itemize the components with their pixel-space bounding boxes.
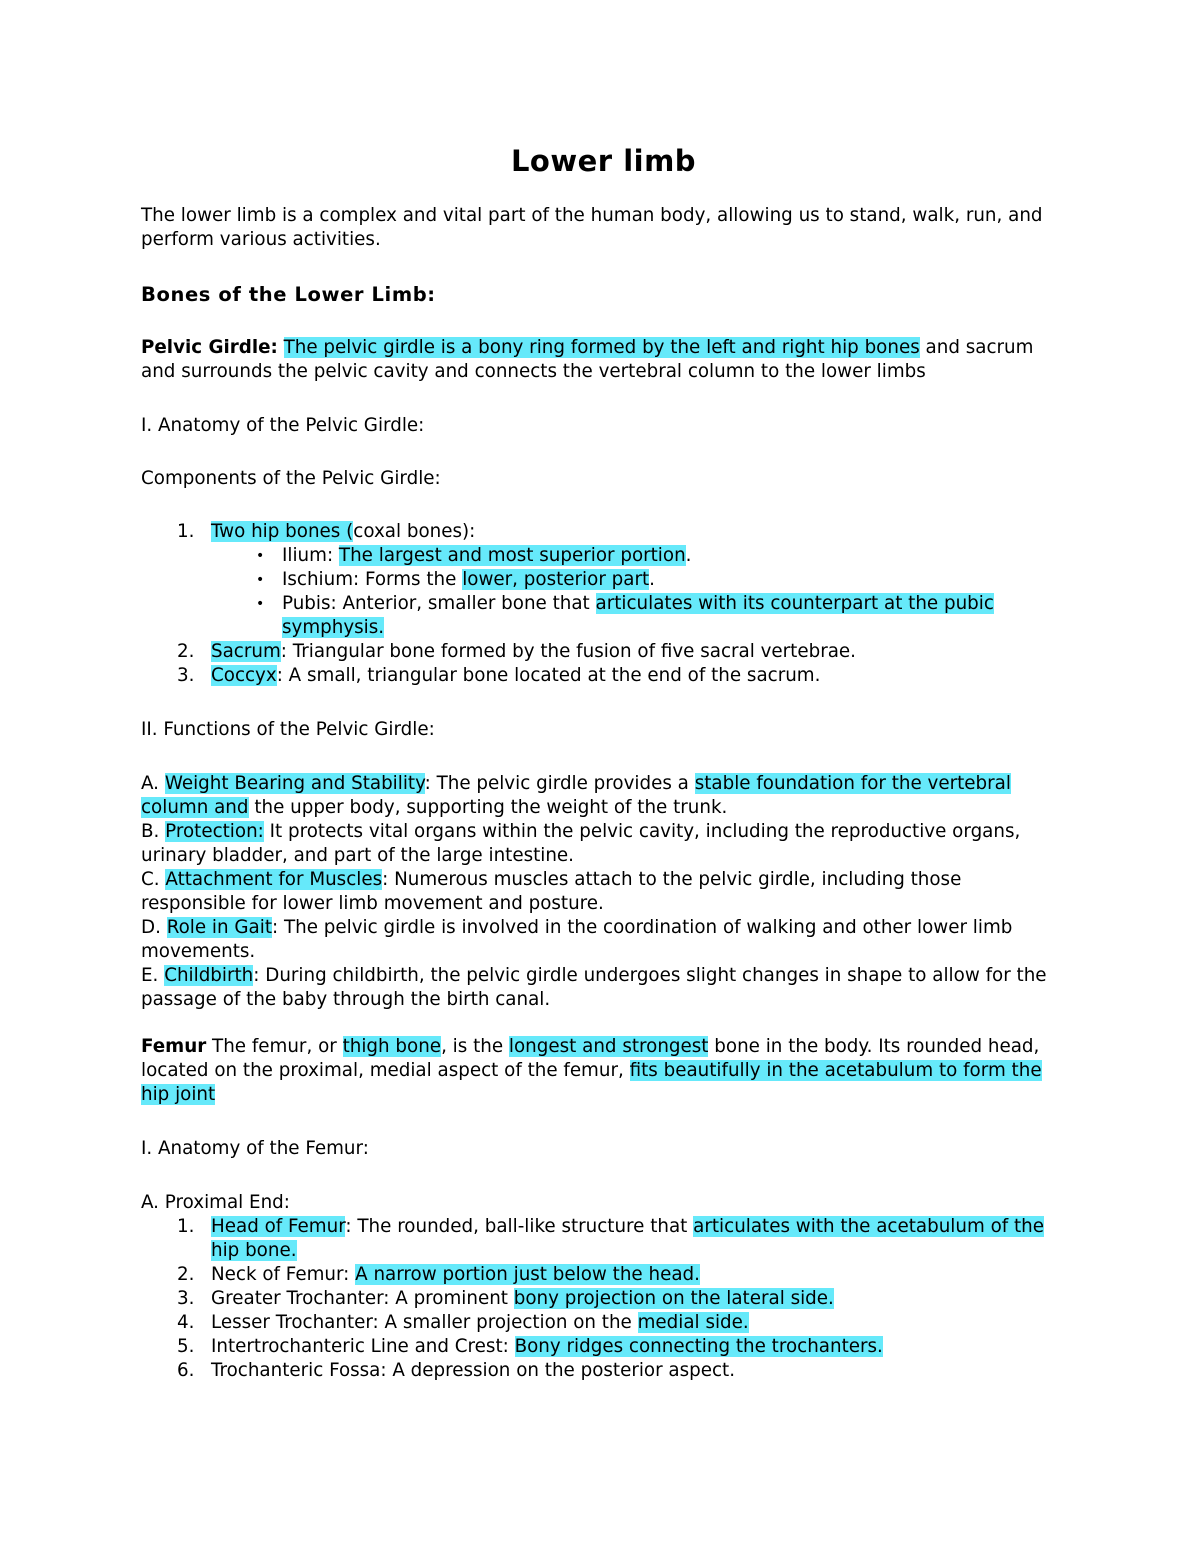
list-text: Pubis: Anterior, smaller bone that <box>282 593 596 614</box>
components-heading: Components of the Pelvic Girdle: <box>141 468 441 489</box>
anatomy-pelvic-heading: I. Anatomy of the Pelvic Girdle: <box>141 415 425 436</box>
list-text: Intertrochanteric Line and Crest: <box>211 1336 515 1357</box>
list-number: 3. <box>177 1288 195 1309</box>
function-letter: C. <box>141 869 166 890</box>
list-number: 3. <box>177 665 195 686</box>
list-text: coxal bones): <box>353 521 476 542</box>
femur-text: bone in the body. Its rounded head, located on the proximal, medial aspect of the femur, <box>141 1036 1040 1081</box>
list-item <box>141 640 1066 664</box>
highlight: Weight Bearing and Stability <box>164 773 425 794</box>
list-text: Trochanteric Fossa: A depression on the posterior aspect. <box>211 1360 736 1381</box>
list-text: Ischium: Forms the <box>282 569 463 590</box>
list-text: Ilium: <box>282 545 339 566</box>
anatomy-femur-heading: I. Anatomy of the Femur: <box>141 1138 369 1159</box>
list-number: 2. <box>177 641 195 662</box>
list-text: : Triangular bone formed by the fusion of five sacral vertebrae. <box>280 641 856 662</box>
highlight: bony projection on the lateral side. <box>513 1288 834 1309</box>
pelvic-girdle-label: Pelvic Girdle: <box>141 337 278 358</box>
function-letter: B. <box>141 821 166 842</box>
functions-heading: II. Functions of the Pelvic Girdle: <box>141 719 435 740</box>
function-b <box>141 820 1066 868</box>
femur-label: Femur <box>141 1036 207 1057</box>
list-number: 2. <box>177 1264 195 1285</box>
list-text: Lesser Trochanter: A smaller projection on the <box>211 1312 638 1333</box>
femur-list <box>141 1215 1066 1383</box>
components-list <box>141 520 1066 688</box>
highlight: Coccyx <box>211 665 277 686</box>
section-heading: Bones of the Lower Limb: <box>141 283 436 306</box>
highlight: articulates with its counterpart at the pubic symphysis. <box>282 593 994 638</box>
list-item <box>141 1311 1066 1335</box>
pelvic-girdle-paragraph <box>141 336 1066 384</box>
function-letter: D. <box>141 917 167 938</box>
page-content <box>141 141 1066 1383</box>
highlight: Bony ridges connecting the trochanters. <box>514 1336 883 1357</box>
femur-paragraph <box>141 1035 1066 1107</box>
list-number: 6. <box>177 1360 195 1381</box>
highlight: Head of Femur <box>211 1216 346 1237</box>
list-number: 4. <box>177 1312 195 1333</box>
highlight: articulates with the acetabulum of the hip bone. <box>211 1216 1044 1261</box>
highlight: Childbirth <box>164 965 254 986</box>
function-d <box>141 916 1066 964</box>
proximal-end-heading: A. Proximal End: <box>141 1192 290 1213</box>
function-text: It protects vital organs within the pelvic cavity, including the reproductive organs, urinary bladder, and part of the large intestine. <box>141 821 1021 866</box>
highlight: Attachment for Muscles <box>165 869 383 890</box>
sub-list-item <box>211 544 1066 568</box>
list-item <box>141 1215 1066 1263</box>
highlight: A narrow portion just below the head. <box>355 1264 700 1285</box>
list-text: . <box>649 569 655 590</box>
highlight: The largest and most superior portion <box>338 545 686 566</box>
femur-text: The femur, or <box>206 1036 343 1057</box>
list-text: : The rounded, ball-like structure that <box>345 1216 694 1237</box>
function-text: : Numerous muscles attach to the pelvic girdle, including those responsible for lower limb movement and posture. <box>141 869 962 914</box>
highlight: lower, posterior part <box>462 569 650 590</box>
list-text: . <box>685 545 692 566</box>
highlight: Role in Gait <box>166 917 272 938</box>
list-number: 1. <box>177 521 195 542</box>
function-letter: E. <box>141 965 165 986</box>
bullet-icon: • <box>256 572 265 588</box>
function-e <box>141 964 1066 1012</box>
list-text: Neck of Femur: <box>211 1264 356 1285</box>
function-letter: A. <box>141 773 165 794</box>
function-text: the upper body, supporting the weight of the trunk. <box>248 797 728 818</box>
list-item <box>141 1263 1066 1287</box>
sub-list-item <box>211 568 1066 592</box>
page-title: Lower limb <box>510 144 697 178</box>
highlight: longest and strongest <box>508 1036 709 1057</box>
list-number: 5. <box>177 1336 195 1357</box>
highlight: thigh bone <box>342 1036 442 1057</box>
femur-text: , is the <box>441 1036 509 1057</box>
list-text: : A small, triangular bone located at the end of the sacrum. <box>276 665 821 686</box>
list-text: Greater Trochanter: A prominent <box>211 1288 514 1309</box>
function-c <box>141 868 1066 916</box>
pelvic-girdle-text: and sacrum and surrounds the pelvic cavity and connects the vertebral column to the lower limbs <box>141 337 1034 382</box>
highlight: stable foundation for the vertebral column and <box>141 773 1011 818</box>
highlight: medial side. <box>637 1312 749 1333</box>
highlight: fits beautifully in the acetabulum to form the hip joint <box>141 1060 1042 1105</box>
highlight: Sacrum <box>211 641 281 662</box>
function-text: : During childbirth, the pelvic girdle undergoes slight changes in shape to allow for the passage of the baby through the birth canal. <box>141 965 1047 1010</box>
list-item <box>141 664 1066 688</box>
sub-list-item <box>211 592 1066 640</box>
highlight: Protection: <box>165 821 264 842</box>
bullet-icon: • <box>256 548 265 564</box>
list-item <box>141 520 1066 640</box>
list-item <box>141 1335 1066 1359</box>
function-text: : The pelvic girdle is involved in the coordination of walking and other lower limb movements. <box>141 917 1013 962</box>
function-a <box>141 772 1066 820</box>
bullet-icon: • <box>256 596 265 612</box>
list-number: 1. <box>177 1216 195 1237</box>
highlight: Two hip bones ( <box>211 521 354 542</box>
list-item <box>141 1359 1066 1383</box>
highlight: The pelvic girdle is a bony ring formed by the left and right hip bones <box>283 337 920 358</box>
intro-paragraph: The lower limb is a complex and vital part of the human body, allowing us to stand, walk, run, and perform various activities. <box>141 205 1043 250</box>
list-item <box>141 1287 1066 1311</box>
function-text: : The pelvic girdle provides a <box>424 773 695 794</box>
sub-list <box>211 544 1066 640</box>
